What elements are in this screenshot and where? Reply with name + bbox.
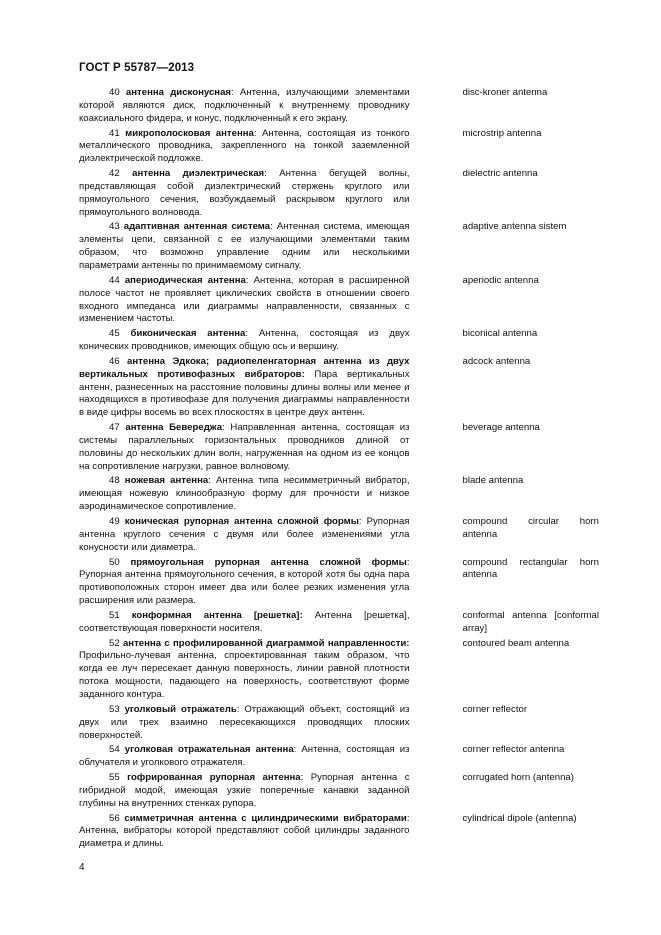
definition-text: Антенна, состоящая из тонкого металлического проводника, закрепленного на тонкой заземленной диэлектрической подложке. xyxy=(79,127,410,165)
term-number: 51 xyxy=(109,609,120,621)
term-name: микрополосковая антенна xyxy=(125,127,254,139)
term-definition xyxy=(79,557,410,608)
term-number: 49 xyxy=(109,516,120,527)
term-entry xyxy=(79,328,599,354)
term-entry xyxy=(79,275,599,326)
definition-text: Отражающий объект, состоящий из двух или трех взаимно пересекающихся проводящих плоских поверхностей. xyxy=(79,703,410,741)
term-separator: : xyxy=(300,772,304,784)
term-number: 56 xyxy=(109,812,120,824)
term-entry xyxy=(79,516,599,555)
term-definition xyxy=(79,813,410,852)
term-number: 41 xyxy=(109,127,120,139)
term-definition xyxy=(79,168,410,219)
term-number: 42 xyxy=(109,168,120,180)
term-entry xyxy=(79,356,599,420)
definition-text: Рупорная антенна круглого сечения с двумя или более изменениями угла конусности или диаметра. xyxy=(79,516,410,553)
english-equivalent: disc-kroner antenna xyxy=(462,87,548,98)
term-definition xyxy=(79,356,410,420)
term-separator: : xyxy=(222,422,225,434)
term-number: 44 xyxy=(109,274,120,286)
english-equivalent: beverage antenna xyxy=(462,422,540,434)
term-definition xyxy=(79,610,410,636)
term-number: 46 xyxy=(109,355,120,367)
term-number: 50 xyxy=(109,556,120,568)
english-equivalent: aperiodic antenna xyxy=(462,274,539,286)
term-number: 48 xyxy=(109,475,120,487)
english-equivalent: microstrip antenna xyxy=(462,127,542,139)
term-number: 53 xyxy=(109,703,120,715)
term-name: коническая рупорная антенна сложной формы xyxy=(124,516,359,527)
term-entry xyxy=(79,638,599,702)
term-name: симметричная антенна с цилиндрическими вибраторами xyxy=(124,812,407,824)
term-separator: : xyxy=(208,475,211,487)
term-name: апериодическая антенна xyxy=(124,274,246,286)
definition-text: Антенна, состоящая из облучателя и уголкового отражателя. xyxy=(79,744,410,769)
term-entry xyxy=(79,475,599,514)
term-entry xyxy=(79,744,599,770)
term-name: антенна Эдкока; радиопеленгаторная антенна из двух вертикальных противофазных вибраторов: xyxy=(79,355,410,380)
term-definition xyxy=(79,638,410,702)
definition-text: Рупорная антенна прямоугольного сечения, в которой хотя бы одна пара противоположных сторон имеет два или более резких изменения угла расширения или размера. xyxy=(79,569,410,607)
term-entry xyxy=(79,813,599,852)
definition-text: Рупорная антенна с гибридной модой, имеющая узкие поперечные канавки заданной глубины на внутренних стенках рупора. xyxy=(79,772,410,809)
term-entry xyxy=(79,557,599,608)
term-entry xyxy=(79,704,599,743)
definition-text: Антенна, состоящая из двух конических проводников, имеющих общую ось и вершину. xyxy=(79,328,410,353)
term-number: 54 xyxy=(109,744,120,756)
term-separator: : xyxy=(264,168,267,180)
term-separator: : xyxy=(253,127,257,139)
definition-text: Антенна, вибраторы которой представляют собой цилиндры заданного диаметра и длины. xyxy=(79,825,410,850)
term-entry xyxy=(79,422,599,473)
term-entry xyxy=(79,221,599,272)
english-equivalent: compound rectangular horn antenna xyxy=(462,556,599,581)
term-separator: : xyxy=(358,516,362,527)
term-number: 55 xyxy=(109,772,120,784)
term-separator: : xyxy=(293,744,297,756)
term-name: антенна Бевереджа xyxy=(125,422,223,434)
english-equivalent: conformal antenna [conformal array] xyxy=(462,609,599,634)
english-equivalent: adcock antenna xyxy=(462,355,531,367)
term-number: 45 xyxy=(109,328,120,340)
definition-text: Пара вертикальных антенн, разнесенных на расстояние половины длины волны или менее и находящихся в противофазе для получения диаграммы направленности в виде цифры восемь во всех плоскостях в центре двух антенн. xyxy=(79,368,410,419)
page-number: 4 xyxy=(79,862,85,873)
term-definition xyxy=(79,422,410,473)
english-equivalent: dielectric antenna xyxy=(462,168,538,180)
term-name: адаптивная антенная система xyxy=(123,221,271,233)
term-name: уголковый отражатель xyxy=(124,703,237,715)
term-name: биконическая антенна xyxy=(130,328,246,340)
term-entry xyxy=(79,128,599,167)
english-equivalent: corner reflector xyxy=(462,703,528,715)
term-entry xyxy=(79,87,599,126)
definition-text: Профильно-лучевая антенна, спроектированная таким образом, что когда ее луч пересекает данную поверхность, линии равной плотности потока мощности, падающего на поверхность, соответствуют форме заданного контура. xyxy=(79,650,410,700)
definition-text: Антенна бегущей волны, представляющая собой диэлектрический стержень круглого или прямоугольного сечения, возбуждаемый раскрывом круглого или прямоугольного волновода. xyxy=(79,168,410,218)
english-equivalent: cylindrical dipole (antenna) xyxy=(462,812,577,824)
term-definition xyxy=(79,704,410,743)
term-name: конформная антенна [решетка]: xyxy=(131,609,303,621)
definition-text: Антенна, которая в расширенной полосе частот не проявляет циклических свойств в отношении своего входного импеданса или диаграммы направленности, связанных с изменением частоты. xyxy=(79,274,410,325)
terms-list xyxy=(79,87,599,853)
term-definition xyxy=(79,744,410,770)
definition-text: Антенная система, имеющая элементы цепи, связанной с ее излучающими элементами таким образом, что возможно управление одним или несколькими параметрами антенны по принимаемому сигналу. xyxy=(79,221,410,271)
english-equivalent: corrugated horn (antenna) xyxy=(462,772,574,784)
term-entry xyxy=(79,772,599,811)
term-separator: : xyxy=(231,87,234,98)
term-name: антенна с профилированной диаграммой направленности: xyxy=(122,637,410,649)
term-definition xyxy=(79,475,410,514)
term-separator: : xyxy=(245,274,249,286)
english-equivalent: compound circular horn antenna xyxy=(462,516,599,540)
term-number: 47 xyxy=(109,422,120,434)
term-definition xyxy=(79,221,410,272)
term-name: антенна диэлектрическая xyxy=(132,168,265,180)
term-separator: : xyxy=(236,703,240,715)
term-definition xyxy=(79,328,410,354)
term-definition xyxy=(79,87,410,126)
english-equivalent: adaptive antenna sistem xyxy=(462,221,567,233)
definition-text: Антенна типа несимметричный вибратор, имеющая ножевую клинообразную форму для прочности и низкое аэродинамическое сопротивление. xyxy=(79,475,410,513)
definition-text: Направленная антенна, состоящая из системы параллельных горизонтальных проводников длиной от половины до нескольких длин волн, нагруженная на одном из ее концов на сопротивление нагрузки, равное волновому. xyxy=(79,422,410,472)
term-number: 40 xyxy=(109,87,120,98)
term-name: уголковая отражательная антенна xyxy=(124,744,294,756)
term-name: антенна дисконусная xyxy=(125,87,232,98)
term-name: ножевая антенна xyxy=(124,475,209,487)
definition-text: Антенна, излучающими элементами которой являются диск, подключенный к внутреннему проводнику коаксиального фидера, и конус, подключенный к его экрану. xyxy=(79,87,410,124)
english-equivalent: biconical antenna xyxy=(462,328,538,340)
term-entry xyxy=(79,168,599,219)
term-separator: : xyxy=(245,328,249,340)
document-header: ГОСТ Р 55787—2013 xyxy=(79,62,195,74)
term-separator: : xyxy=(406,812,410,824)
definition-text: Антенна [решетка], соответствующая поверхности носителя. xyxy=(79,609,410,634)
term-separator: : xyxy=(406,556,410,568)
term-name: гофрированная рупорная антенна xyxy=(127,772,301,784)
term-number: 43 xyxy=(109,221,120,233)
term-definition xyxy=(79,516,410,555)
term-definition xyxy=(79,128,410,167)
term-definition xyxy=(79,772,410,811)
term-number: 52 xyxy=(109,637,120,649)
english-equivalent: blade antenna xyxy=(462,475,524,487)
english-equivalent: corner reflector antenna xyxy=(462,744,565,756)
term-separator: : xyxy=(270,221,273,233)
term-entry xyxy=(79,610,599,636)
english-equivalent: contoured beam antenna xyxy=(462,637,570,649)
term-definition xyxy=(79,275,410,326)
term-name: прямоугольная рупорная антенна сложной формы xyxy=(130,556,407,568)
